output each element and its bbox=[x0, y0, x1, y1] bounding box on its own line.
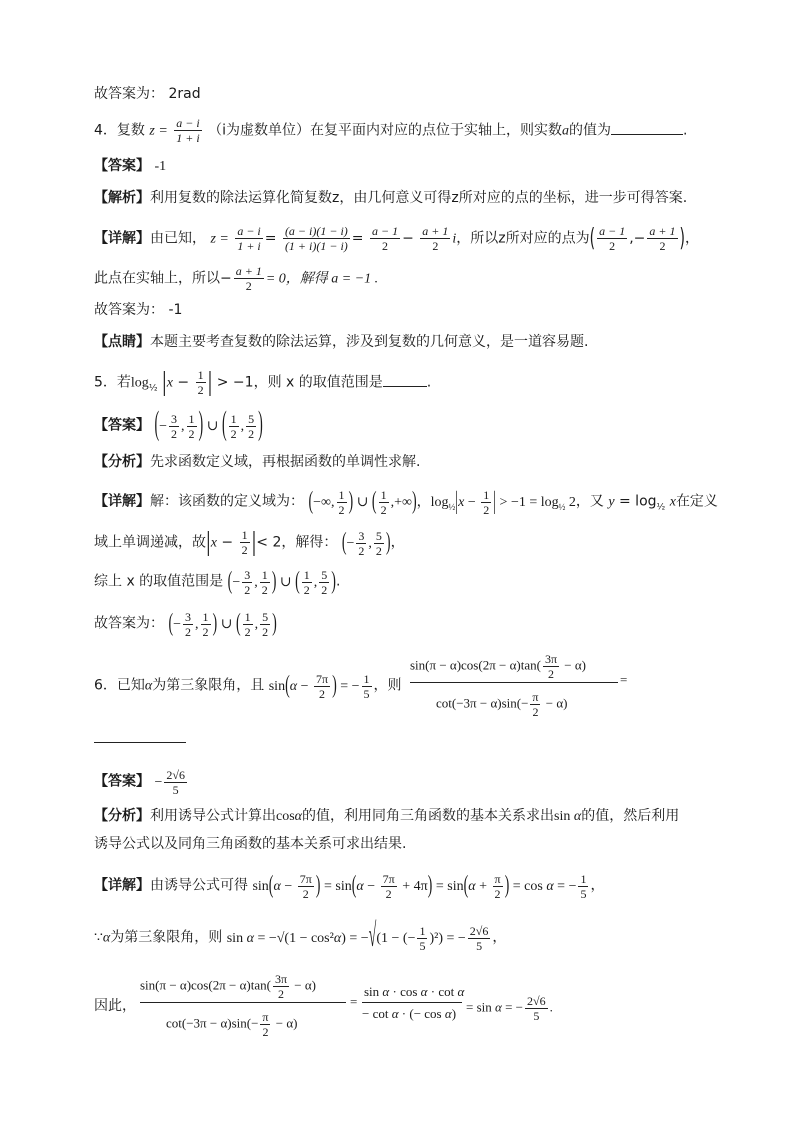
q6-fraction-denominator-3: − cot α · (− cos α) bbox=[362, 1006, 457, 1021]
q6-detail: 【详解】由诱导公式可得 sin(α − $\frac{7\pi}{2}$ ) = sin(α − $\frac{7\pi}{2}$ + 4π) = sin(α + $\frac{\pi}{2}$ ) = cos α = − $\frac{1}{5}$ ， bbox=[94, 872, 605, 901]
question-5: 5．若$\log_{\frac{1}{2}} |x$ − $\frac{1}{2}$ | > −1，则 x 的取值范围是 . bbox=[94, 368, 432, 397]
q5-answer: 【答案】 (− $\frac{3}{2}$ , $\frac{1}{2}$ ) ∪ ( $\frac{1}{2}$ , $\frac{5}{2}$ ) bbox=[94, 407, 263, 444]
question-4: 4．复数 z = $\frac{a - i}{1 + i}$ （i为虚数单位）在复平面内对应的点位于实轴上，则实数a的值为 . bbox=[94, 116, 688, 145]
q4-final: 故答案为： -1 bbox=[94, 302, 183, 318]
q6-detail-3: 因此， bbox=[94, 998, 136, 1014]
q6-answer: 【答案】 − $\frac{2√6}{5}$ bbox=[94, 768, 185, 797]
q6-analysis: 【分析】利用诱导公式计算出cosα的值，利用同角三角函数的基本关系求出sin α的值，然后利用 bbox=[94, 808, 680, 824]
q6-result: = sin α = − $\frac{2√6}{5}$ . bbox=[466, 994, 553, 1023]
question-6: 6．已知α为第三象限角，且 sin(α − $\frac{7\pi}{2}$ ) = − $\frac{1}{5}$ ，则 bbox=[94, 672, 402, 701]
q6-detail-2: ∵α为第三象限角，则 sin α = −√(1 − cos²α) = −√(1 − (− $\frac{1}{5}$ )²) = − $\frac{2√6}{5}$ ， bbox=[94, 919, 507, 956]
answer-line: 故答案为： 2rad bbox=[94, 86, 201, 102]
fraction: $\frac{a - i}{1 + i}$ bbox=[176, 116, 200, 145]
q6-fraction-denominator-2: cot(−3π − α)sin(− $\frac{\pi}{2}$ − α) bbox=[166, 1010, 298, 1039]
q5-detail: 【详解】解：该函数的定义域为： (−∞, $\frac{1}{2}$ ) ∪ ( $\frac{1}{2}$ ,+∞)，$\log_{\frac{1}{2}}|x$ − $\frac{1}{2}$ | > $-1 = \log_{\frac{1}{2}} 2$，又 $y = \log_{\frac{1}{2}} x$在定义 bbox=[94, 488, 718, 517]
q6-fraction-numerator-3: sin α · cos α · cot α bbox=[364, 984, 465, 999]
fraction-bar bbox=[362, 1002, 462, 1003]
q4-point: 【点睛】本题主要考查复数的除法运算，涉及到复数的几何意义，是一道容易题. bbox=[94, 334, 589, 350]
q4-detail: 【详解】由已知， z = $\frac{a - i}{1 + i}$ = $\frac{(a - i)(1 - i)}{(1 + i)(1 - i)}$ = $\frac{a - 1}{2}$ − $\frac{a + 1}{2}$ i，所以z所对应的点为( $\frac{a - 1}{2}$ ,− $\frac{a + 1}{2}$ )， bbox=[94, 224, 699, 253]
q4-analysis: 【解析】利用复数的除法运算化简复数z，由几何意义可得z所对应的点的坐标，进一步可得答案. bbox=[94, 190, 688, 206]
q5-summary: 综上 x 的取值范围是 (− $\frac{3}{2}$ , $\frac{1}{2}$ ) ∪ ( $\frac{1}{2}$ , $\frac{5}{2}$ ). bbox=[94, 568, 341, 597]
q5-final: 故答案为： (− $\frac{3}{2}$ , $\frac{1}{2}$ ) ∪ ( $\frac{1}{2}$ , $\frac{5}{2}$ ) bbox=[94, 610, 277, 639]
answer-blank bbox=[611, 120, 683, 135]
q5-analysis: 【分析】先求函数定义域，再根据函数的单调性求解. bbox=[94, 454, 421, 470]
q6-analysis-2: 诱导公式以及同角三角函数的基本关系可求出结果. bbox=[94, 836, 407, 852]
q4-detail-2: 此点在实轴上，所以− $\frac{a + 1}{2}$ = 0，解得 a = −1 . bbox=[94, 264, 379, 293]
q4-answer: 【答案】 -1 bbox=[94, 158, 167, 174]
answer-blank bbox=[94, 742, 186, 743]
q5-detail-2: 域上单调递减，故|x − $\frac{1}{2}$ |< 2，解得： (− $\frac{3}{2}$ , $\frac{5}{2}$ )， bbox=[94, 528, 405, 558]
q6-fraction-numerator-2: sin(π − α)cos(2π − α)tan( $\frac{3\pi}{2}$ − α) bbox=[140, 972, 316, 1001]
equals: = bbox=[350, 994, 358, 1009]
fraction-bar bbox=[410, 682, 618, 683]
fraction-bar bbox=[140, 1002, 346, 1003]
q6-fraction-numerator: sin(π − α)cos(2π − α)tan( $\frac{3\pi}{2}$ − α) bbox=[410, 652, 586, 681]
answer-blank bbox=[383, 372, 427, 387]
equals: = bbox=[620, 672, 628, 687]
q6-fraction-denominator: cot(−3π − α)sin(− $\frac{\pi}{2}$ − α) bbox=[436, 690, 568, 719]
